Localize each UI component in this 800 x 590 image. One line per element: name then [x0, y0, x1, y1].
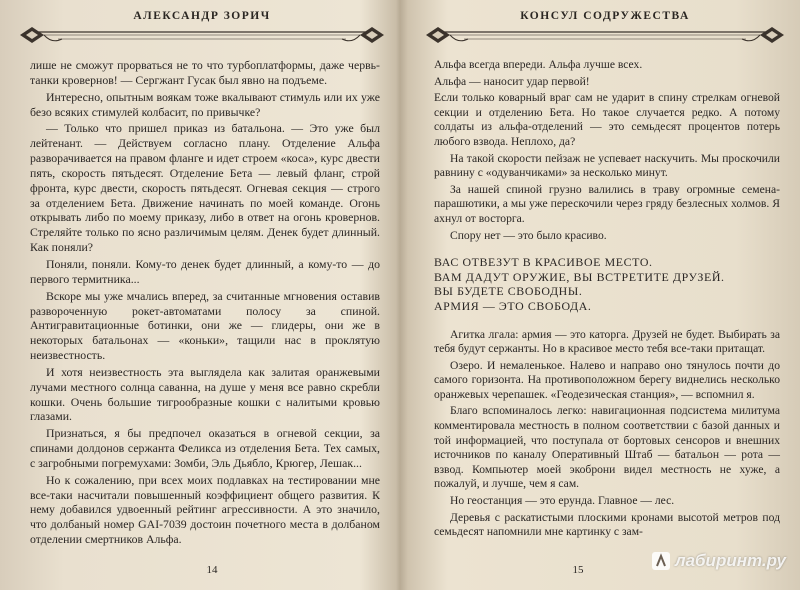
paragraph: Альфа всегда впереди. Альфа лучше всех. [434, 58, 643, 71]
paragraph: Но геостанция — это ерунда. Главное — лес. [450, 494, 675, 508]
paragraph: Если только коварный враг сам не ударит в спину стрелкам огневой секции и отделению Бета. Но такое случается редко. А потому солдаты из альфа-отделений — это семьдесят процентов потерь любого взвода. Неплохо, да? [434, 91, 780, 148]
right-page-number: 15 [572, 564, 584, 576]
right-header-title: КОНСУЛ СОДРУЖЕСТВА [520, 10, 690, 22]
paragraph: Спору нет — это было красиво. [450, 228, 607, 242]
ornament-divider-icon [18, 24, 386, 50]
watermark [651, 550, 786, 572]
paragraph: Благо вспоминалось легко: навигационная подсистема милитума комментировала местность в полном соответствии с базой данных и той информацией, что поступала от бортовых сенсоров и внешних источников по каналу Оперативный Штаб — батальон — рота — взвод. Компьютер моей экоброни видел местность не хуже, а пожалуй, и лучше, чем я сам. [434, 404, 780, 491]
paragraph: Поняли, поняли. Кому-то денек будет длинный, а кому-то — до первого термитника... [30, 256, 380, 286]
left-page [0, 0, 398, 590]
watermark-text: лабиринт.ру [675, 551, 786, 570]
labirint-logo-icon [651, 551, 671, 571]
paragraph: И хотя неизвестность эта выглядела как залитая оранжевыми лучами местного солнца саванна, на душе у меня все равно скребли кошки. Очень большие тигрообразные кошки с налитыми кровью глазами. [30, 364, 380, 424]
propaganda-slogan-block [434, 255, 780, 313]
paragraph: Признаться, я бы предпочел оказаться в огневой секции, за спинами долдонов сержанта Феликса из отделения Бета. Тех самых, с загробными погремухами: Зомби, Эль Дьябло, Крюгер, Лешак... [30, 426, 380, 470]
slogan-line: ВЫ БУДЕТЕ СВОБОДНЫ. [434, 284, 583, 299]
paragraph: За нашей спиной грузно валились в траву огромные семена-парашютики, а мы уже перескочили через гряду безлесных холмов. Я ахнул от восторга. [434, 182, 780, 225]
right-page [402, 0, 800, 590]
paragraph: Альфа — наносит удар первой! [434, 74, 590, 88]
paragraph: Деревья с раскатистыми плоскими кронами высотой метров под семьдесят напомнили мне картинку с зам- [434, 510, 780, 539]
slogan-line: АРМИЯ — ЭТО СВОБОДА. [434, 298, 592, 313]
left-page-number: 14 [206, 564, 218, 576]
slogan-line: ВАС ОТВЕЗУТ В КРАСИВОЕ МЕСТО. [434, 255, 653, 270]
left-header-title: АЛЕКСАНДР ЗОРИЧ [133, 10, 271, 22]
ornament-divider-icon [424, 24, 786, 50]
left-body-text [30, 58, 380, 549]
paragraph: Вскоре мы уже мчались вперед, за считанные мгновения оставив развороченную рокет-автоматами полосу за спиной. Антигравитационные ботинки, они же — глидеры, они же в некоторых батальонах — «коньки», тащили нас в проклятую неизвестность. [30, 288, 380, 363]
paragraph: Агитка лгала: армия — это каторга. Друзей не будет. Выбирать за тебя будут сержанты. Но в красивое место тебя все-таки притащат. [434, 327, 780, 356]
slogan-line: ВАМ ДАДУТ ОРУЖИЕ, ВЫ ВСТРЕТИТЕ ДРУЗЕЙ. [434, 269, 725, 284]
paragraph: На такой скорости пейзаж не успевает наскучить. Мы проскочили равнину с «одуванчиками» за несколько минут. [434, 151, 780, 180]
left-running-header [18, 10, 386, 50]
right-body-text [434, 58, 780, 542]
paragraph: — Только что пришел приказ из батальона. — Это уже был лейтенант. — Действуем согласно плану. Отделение Альфа разворачивается на правом фланге и идет строем «коса», курс двести пять, скорость пятьдесят. Отделение Бета — левый фланг, строй фронта, курс двести, скорость пятьдесят. Огневая секция — строго за отделением Бета. Движение начинать по моей команде. Огонь открывать либо по моему приказу, либо в ответ на огонь кровернов. Стреляйте только по ясно различимым целям. Денек будет длинный. Как поняли? [30, 121, 380, 255]
paragraph: Интересно, опытным воякам тоже вкалывают стимуль или их уже безо всяких стимулей колбасит, по привычке? [30, 89, 380, 119]
paragraph: Но к сожалению, при всех моих подлавках на тестировании мне все-таки насчитали повышенный коэффициент общего развития. К нему добавился удвоенный рейтинг агрессивности. А это значило, что долбаный номер GAI-7039 достоин почетного места в долбаном отделении смертников Альфа. [30, 472, 380, 547]
right-running-header [424, 10, 786, 50]
paragraph: лише не сможут прорваться не то что турбоплатформы, даже червь-танки кровернов! — Сергжант Гусак был явно на подъеме. [30, 58, 380, 87]
paragraph: Озеро. И немаленькое. Налево и направо оно тянулось почти до самого горизонта. На противоположном берегу виднелись несколько оранжевых черепашек. «Геодезическая станция», — вспомнил я. [434, 358, 780, 401]
